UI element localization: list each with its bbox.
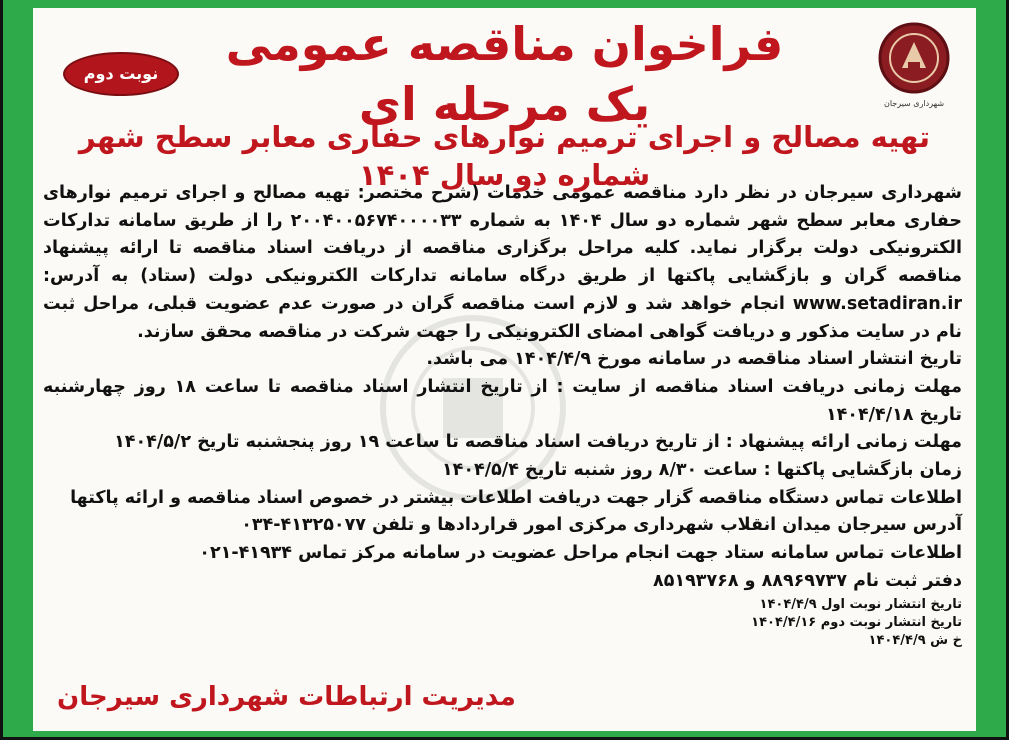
round-badge: نوبت دوم	[63, 52, 179, 96]
paragraph-address: آدرس سیرجان میدان انقلاب شهرداری مرکزی امور قراردادها و تلفن ۴۱۳۲۵۰۷۷-۰۳۴	[241, 515, 962, 536]
notice-body	[43, 180, 962, 650]
paragraph-registration-office: دفتر ثبت نام ۸۸۹۶۹۷۳۷ و ۸۵۱۹۳۷۶۸	[653, 570, 962, 591]
municipality-logo-icon	[868, 18, 960, 110]
second-publish-date: تاریخ انتشار نوبت دوم ۱۴۰۴/۴/۱۶	[751, 614, 962, 630]
frame-right-border	[976, 0, 1006, 737]
footer-organization: مدیریت ارتباطات شهرداری سیرجان	[57, 682, 516, 712]
frame-top-border	[3, 0, 1006, 8]
frame-left-border	[3, 0, 33, 737]
paragraph-publish-date: تاریخ انتشار اسناد مناقصه در سامانه مورخ ۱۴۰۴/۴/۹ می باشد.	[426, 349, 962, 370]
first-publish-date: تاریخ انتشار نوبت اول ۱۴۰۴/۴/۹	[759, 596, 962, 612]
notice-code: خ ش ۱۴۰۴/۴/۹	[868, 632, 962, 648]
notice-subtitle: تهیه مصالح و اجرای ترمیم نوارهای حفاری معابر سطح شهر شماره دو سال ۱۴۰۴	[78, 120, 931, 192]
paragraph-setad-contact: اطلاعات تماس سامانه ستاد جهت انجام مراحل عضویت در سامانه مرکز تماس ۴۱۹۳۴-۰۲۱	[199, 543, 962, 564]
paragraph-intro: شهرداری سیرجان در نظر دارد مناقصه عمومی خدمات (شرح مختصر: تهیه مصالح و اجرای ترمیم نوارهای حفاری معابر سطح شهر شماره دو سال ۱۴۰۴ به شماره ۲۰۰۴۰۰۵۶۷۴۰۰۰۰۳۳ را از طریق سامانه تدارکات الکترونیکی دولت برگزار نماید. کلیه مراحل برگزاری مناقصه از دریافت اسناد مناقصه تا ارائه پیشنهاد مناقصه گران و بازگشایی پاکتها از طریق درگاه سامانه تدارکات الکترونیکی دولت (ستاد) به آدرس: www.setadiran.ir انجام خواهد شد و لازم است مناقصه گران در صورت عدم عضویت قبلی، مراحل ثبت نام در سایت مذکور و دریافت گواهی امضای الکترونیکی را جهت شرکت در مناقصه محقق سازند.	[43, 183, 962, 342]
paragraph-contact-info: اطلاعات تماس دستگاه مناقصه گزار جهت دریافت اطلاعات بیشتر در خصوص اسناد مناقصه و ارائه پاکتها	[70, 487, 962, 508]
frame-bottom-border	[3, 731, 1006, 737]
logo-caption: شهرداری سیرجان	[883, 99, 945, 108]
paragraph-opening-time: زمان بازگشایی پاکتها : ساعت ۸/۳۰ روز شنبه تاریخ ۱۴۰۴/۵/۴	[442, 460, 962, 481]
paragraph-bid-deadline: مهلت زمانی ارائه پیشنهاد : از تاریخ دریافت اسناد مناقصه تا ساعت ۱۹ روز پنجشنبه تاریخ ۱۴۰۴/۵/۲	[114, 432, 962, 453]
notice-content	[33, 8, 976, 731]
notice-title: فراخوان مناقصه عمومی یک مرحله ای	[225, 17, 784, 131]
paragraph-doc-deadline: مهلت زمانی دریافت اسناد مناقصه از سایت : از تاریخ انتشار اسناد مناقصه تا ساعت ۱۸ روز چهارشنبه تاریخ ۱۴۰۴/۴/۱۸	[43, 376, 962, 425]
